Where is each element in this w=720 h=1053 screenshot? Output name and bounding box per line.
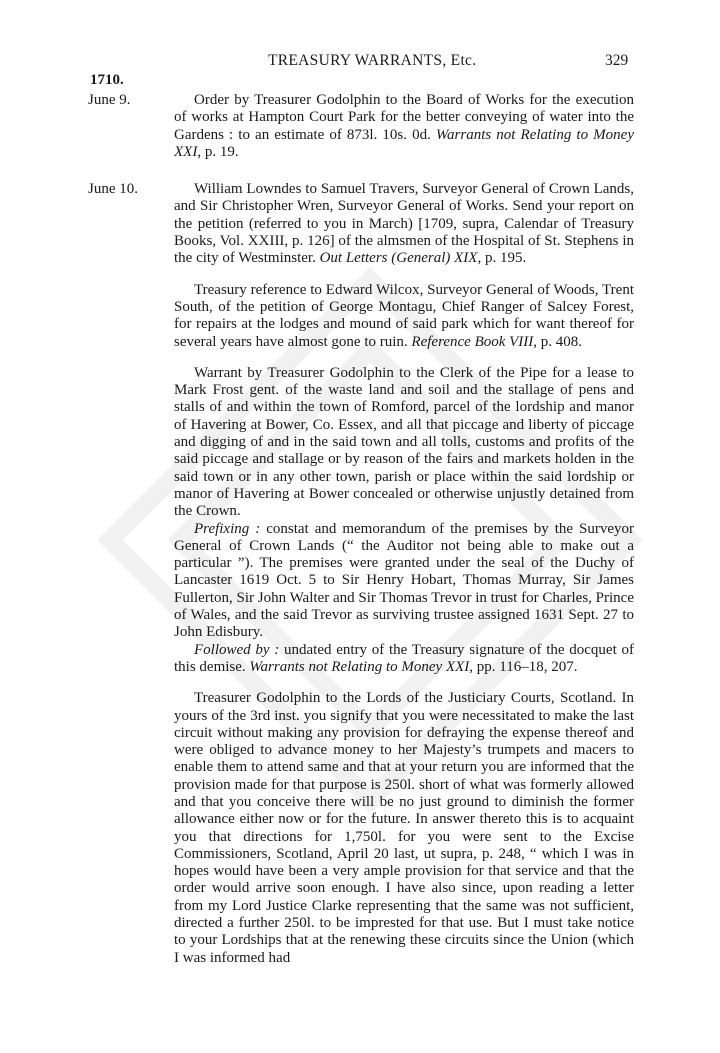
source-reference: Warrants not Relating to Money XXI <box>174 126 634 160</box>
entry-paragraph: Treasury reference to Edward Wilcox, Surveyor General of Woods, Trent South, of the petition of George Montagu, Chief Ranger of Salcey Forest, for repairs at the lodges and mound of said park which for want thereof for several years have almost gone to ruin. Reference Book VIII, p. 408. <box>174 281 634 350</box>
paragraph-lead: Followed by : <box>194 641 280 658</box>
source-reference: Out Letters (General) XIX <box>319 250 478 267</box>
entries <box>0 92 720 987</box>
entry-paragraph: Treasurer Godolphin to the Lords of the Justiciary Courts, Scotland. In yours of the 3rd inst. you signify that you were necessitated to make the last circuit without making any provision for defraying the expense thereof and were obliged to advance money to her Majesty’s trumpets and macers to enable them to attend same and that at your return you are informed that the provision made for that purpose is 250l. short of what was formerly allowed and that you conceive there will be no just ground to diminish the former allowance either now or for the future. In answer thereto this is to acquaint you that directions for 1,750l. for you were sent to the Excise Commissioners, Scotland, April 20 last, ut supra, p. 248, “ which I was in hopes would have been a very ample provision for that service and that the order would arrive soon enough. I have also since, upon reading a letter from my Lord Justice Clarke representing that the same was not sufficient, directed a further 250l. to be imprested for that use. But I must take notice to your Lordships that at the renewing these circuits since the Union (which I was informed had <box>174 690 634 966</box>
entry-date: June 9. <box>88 92 131 108</box>
paragraph-lead: Prefixing : <box>194 520 261 537</box>
running-head: TREASURY WARRANTS, Etc. <box>268 52 477 69</box>
year-marker: 1710. <box>90 72 124 88</box>
source-reference: Reference Book VIII <box>411 333 534 350</box>
entry-paragraph: Order by Treasurer Godolphin to the Board of Works for the execution of works at Hampton Court Park for the better conveying of water into the Gardens : to an estimate of 873l. 10s. 0d. Warrants not Relating to Money XXI, p. 19. <box>174 92 634 160</box>
entry-june-10 <box>0 181 720 967</box>
entry-paragraph: William Lowndes to Samuel Travers, Surveyor General of Crown Lands, and Sir Christopher Wren, Surveyor General of Works. Send your report on the petition (referred to you in March) [1709, supra, Calendar of Treasury Books, Vol. XXIII, p. 126] of the almsmen of the Hospital of St. Stephens in the city of Westminster. Out Letters (General) XIX, p. 195. <box>174 181 634 267</box>
entry-paragraph: Warrant by Treasurer Godolphin to the Clerk of the Pipe for a lease to Mark Frost gent. of the waste land and soil and the stallage of pens and stalls of and within the town of Romford, parcel of the lordship and manor of Havering at Bower, Co. Essex, and all that piccage and liberty of piccage and digging of and in the said town and all tolls, customs and profits of the said piccage and stallage or by reason of the fairs and markets holden in the said town or in any other town, parish or place within the said lordship or manor of Havering at Bower concealed or otherwise unjustly detained from the Crown. <box>174 364 634 520</box>
page-number: 329 <box>605 52 629 69</box>
page-header <box>0 52 720 74</box>
source-reference: Warrants not Relating to Money XXI <box>249 658 470 675</box>
entry-june-9 <box>0 92 720 161</box>
entry-paragraph: Followed by : undated entry of the Treasury signature of the docquet of this demise. Warrants not Relating to Money XXI, pp. 116–18, 207. <box>174 641 634 675</box>
entry-paragraph: Prefixing : constat and memorandum of the premises by the Surveyor General of Crown Lands (“ the Auditor not being able to make out a particular ”). The premises were granted under the seal of the Duchy of Lancaster 1619 Oct. 5 to Sir Henry Hobart, Thomas Murray, Sir James Fullerton, Sir John Walter and Sir Thomas Trevor in trust for Charles, Prince of Wales, and the said Trevor as surviving trustee assigned 1631 Sept. 27 to John Edisbury. <box>174 520 634 641</box>
entry-date: June 10. <box>88 181 138 198</box>
